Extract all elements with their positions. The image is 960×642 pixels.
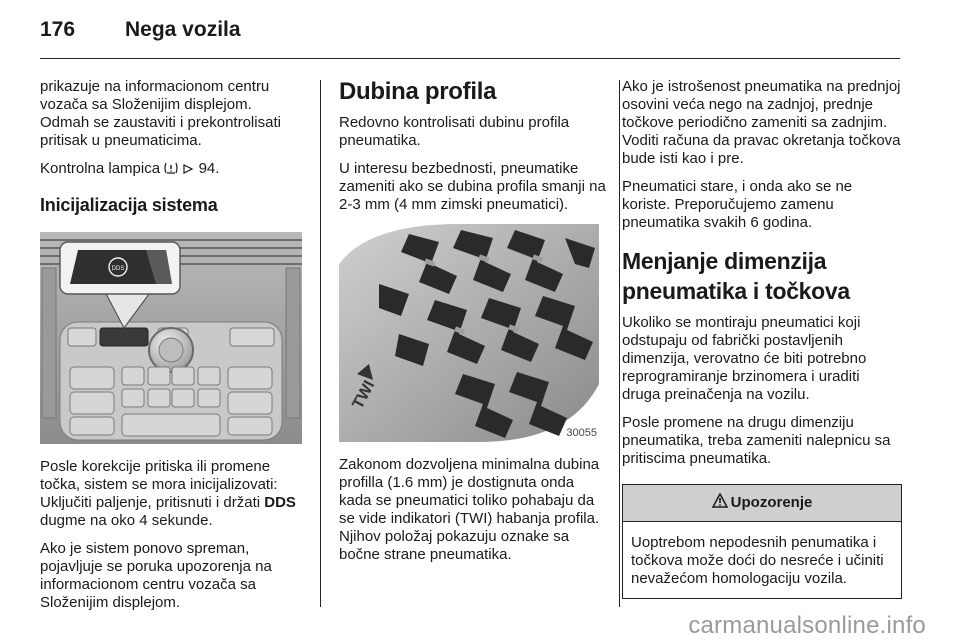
paragraph-initialization [40,458,302,530]
warning-box [622,484,902,599]
paragraph-reprogramming: Ukoliko se montiraju pneumatici koji odstupaju od fabrički postavljenih dimenzija, verovatno će biti potrebno reprogramiranje brzinomera i uraditi druga preinačenja na vozilu. [622,314,867,403]
tire-pressure-warning-icon [164,161,178,180]
paragraph-control-lamp [40,160,302,180]
warning-triangle-icon [712,493,728,513]
column-divider-2 [619,80,620,607]
paragraph-replace-tires: U interesu bezbednosti, pneumatike zameniti ako se dubina profila smanji na 2-3 mm (4 mm zimski pneumatici). [339,160,606,213]
paragraph-system-ready: Ako je sistem ponovo spreman, pojavljuje se poruka upozorenja na informacionom centru vozača sa Složenijim displejom. [40,540,272,611]
page-reference: 94. [198,160,220,177]
paragraph-rotate-wheels: Ako je istrošenost pneumatika na prednjoj osovini veća nego na zadnjoj, prednje točkove periodično zameniti sa zadnjim. Voditi računa da pravac okretanja točkova bude isti kao i pre. [622,78,901,167]
column-2 [339,78,609,574]
warning-title: Upozorenje [730,494,813,511]
tire-tread-figure [339,224,599,442]
column-divider-1 [320,80,321,607]
page-number: 176 [40,18,76,41]
initialization-text-1: Posle korekcije pritiska ili promene točka, sistem se mora inicijalizovati: Uključiti paljenje, pritisnuti i držati [40,458,278,511]
page-reference-arrow-icon [182,162,194,180]
page-header [40,18,241,48]
figure-number: 30055 [566,427,597,439]
watermark: carmanualsonline.info [688,612,926,639]
paragraph-pressure-label: Posle promene na drugu dimenziju pneumatika, treba zameniti nalepnicu sa pritiscima pneumatika. [622,414,891,467]
warning-body: Uoptrebom nepodesnih penumatika i točkova može doći do nesreće i učiniti nevažećom homologaciju vozila. [631,534,884,587]
section-heading-change-dimensions: Menjanje dimenzija pneumatika i točkova [622,248,850,304]
page-title: Nega vozila [125,18,241,41]
paragraph-tpms-warning: prikazuje na informacionom centru vozača sa Složenijim displejom. Odmah se zaustaviti i prekontrolisati pritisak u pneumaticima. [40,78,281,149]
paragraph-check-tread: Redovno kontrolisati dubinu profila pneumatika. [339,114,570,149]
paragraph-tire-age: Pneumatici stare, i onda ako se ne koriste. Preporučujemo zamenu pneumatika svakih 6 godina. [622,178,853,231]
dds-button-name: DDS [264,494,296,511]
column-1 [40,78,302,622]
control-lamp-label: Kontrolna lampica [40,160,161,177]
dds-button-label: DDS [111,266,125,272]
section-heading-initialization: Inicijalizacija sistema [40,195,218,215]
initialization-text-2: dugme na oko 4 sekunde. [40,512,213,529]
section-heading-tread-depth: Dubina profila [339,78,497,105]
dashboard-figure [40,232,302,444]
warning-header [623,485,901,522]
header-divider [40,58,900,59]
column-3 [622,78,902,599]
twi-marking-label: TWI [349,378,379,412]
paragraph-legal-minimum: Zakonom dozvoljena minimalna dubina profilla (1.6 mm) je dostignuta onda kada se pneumatici toliko pohabaju da se vide indikatori (TWI) habanja profila. Njihov položaj pokazuju oznake sa bočne strane pneumatika. [339,456,600,563]
